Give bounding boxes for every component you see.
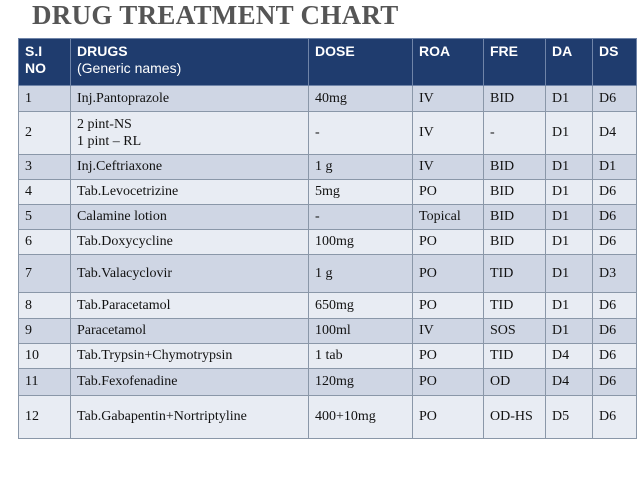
cell-drug: Paracetamol bbox=[71, 319, 309, 344]
cell-sno: 5 bbox=[19, 205, 71, 230]
table-row bbox=[19, 180, 637, 205]
cell-da: D1 bbox=[546, 319, 593, 344]
cell-drug: Calamine lotion bbox=[71, 205, 309, 230]
cell-sno: 7 bbox=[19, 255, 71, 293]
table-header-row bbox=[19, 39, 637, 86]
table-row bbox=[19, 369, 637, 396]
cell-dose: 650mg bbox=[309, 293, 413, 319]
cell-da: D1 bbox=[546, 205, 593, 230]
cell-dose: 400+10mg bbox=[309, 396, 413, 439]
cell-drug: Tab.Valacyclovir bbox=[71, 255, 309, 293]
cell-ds: D6 bbox=[593, 230, 637, 255]
cell-ds: D6 bbox=[593, 319, 637, 344]
cell-ds: D6 bbox=[593, 369, 637, 396]
cell-dose: - bbox=[309, 112, 413, 155]
cell-da: D4 bbox=[546, 369, 593, 396]
table-row bbox=[19, 396, 637, 439]
cell-roa: IV bbox=[413, 86, 484, 112]
cell-da: D1 bbox=[546, 230, 593, 255]
cell-dose: 100ml bbox=[309, 319, 413, 344]
cell-roa: Topical bbox=[413, 205, 484, 230]
cell-drug: Tab.Doxycycline bbox=[71, 230, 309, 255]
header-da: DA bbox=[546, 39, 593, 86]
page-title: DRUG TREATMENT CHART bbox=[32, 0, 399, 30]
cell-fre: BID bbox=[484, 180, 546, 205]
cell-sno: 3 bbox=[19, 155, 71, 180]
cell-roa: PO bbox=[413, 255, 484, 293]
cell-dose: - bbox=[309, 205, 413, 230]
cell-roa: IV bbox=[413, 112, 484, 155]
cell-sno: 9 bbox=[19, 319, 71, 344]
cell-ds: D3 bbox=[593, 255, 637, 293]
table-row bbox=[19, 112, 637, 155]
cell-fre: OD bbox=[484, 369, 546, 396]
cell-sno: 1 bbox=[19, 86, 71, 112]
cell-sno: 12 bbox=[19, 396, 71, 439]
cell-da: D1 bbox=[546, 180, 593, 205]
cell-dose: 1 g bbox=[309, 155, 413, 180]
header-ds: DS bbox=[593, 39, 637, 86]
cell-drug: Tab.Trypsin+Chymotrypsin bbox=[71, 344, 309, 369]
cell-drug: Tab.Fexofenadine bbox=[71, 369, 309, 396]
cell-ds: D6 bbox=[593, 180, 637, 205]
cell-ds: D1 bbox=[593, 155, 637, 180]
cell-roa: IV bbox=[413, 319, 484, 344]
cell-dose: 5mg bbox=[309, 180, 413, 205]
cell-dose: 120mg bbox=[309, 369, 413, 396]
cell-fre: TID bbox=[484, 344, 546, 369]
cell-ds: D6 bbox=[593, 344, 637, 369]
cell-dose: 40mg bbox=[309, 86, 413, 112]
table-row bbox=[19, 230, 637, 255]
cell-roa: PO bbox=[413, 180, 484, 205]
cell-da: D1 bbox=[546, 293, 593, 319]
cell-roa: PO bbox=[413, 230, 484, 255]
cell-ds: D4 bbox=[593, 112, 637, 155]
table-row bbox=[19, 344, 637, 369]
cell-sno: 11 bbox=[19, 369, 71, 396]
cell-sno: 6 bbox=[19, 230, 71, 255]
table-row bbox=[19, 293, 637, 319]
cell-da: D1 bbox=[546, 255, 593, 293]
cell-roa: IV bbox=[413, 155, 484, 180]
cell-fre: BID bbox=[484, 205, 546, 230]
header-dose: DOSE bbox=[309, 39, 413, 86]
cell-ds: D6 bbox=[593, 205, 637, 230]
cell-sno: 8 bbox=[19, 293, 71, 319]
cell-ds: D6 bbox=[593, 293, 637, 319]
cell-fre: BID bbox=[484, 230, 546, 255]
cell-drug: Tab.Gabapentin+Nortriptyline bbox=[71, 396, 309, 439]
cell-drug: Inj.Ceftriaxone bbox=[71, 155, 309, 180]
table-row bbox=[19, 205, 637, 230]
cell-da: D4 bbox=[546, 344, 593, 369]
cell-dose: 100mg bbox=[309, 230, 413, 255]
cell-dose: 1 tab bbox=[309, 344, 413, 369]
cell-fre: - bbox=[484, 112, 546, 155]
cell-ds: D6 bbox=[593, 396, 637, 439]
cell-fre: TID bbox=[484, 255, 546, 293]
cell-sno: 10 bbox=[19, 344, 71, 369]
cell-roa: PO bbox=[413, 293, 484, 319]
cell-roa: PO bbox=[413, 396, 484, 439]
cell-da: D1 bbox=[546, 112, 593, 155]
cell-fre: SOS bbox=[484, 319, 546, 344]
cell-fre: TID bbox=[484, 293, 546, 319]
cell-dose: 1 g bbox=[309, 255, 413, 293]
cell-roa: PO bbox=[413, 344, 484, 369]
table-row bbox=[19, 255, 637, 293]
cell-da: D5 bbox=[546, 396, 593, 439]
header-fre: FRE bbox=[484, 39, 546, 86]
drug-treatment-table bbox=[18, 38, 637, 439]
header-roa: ROA bbox=[413, 39, 484, 86]
cell-sno: 4 bbox=[19, 180, 71, 205]
cell-fre: BID bbox=[484, 155, 546, 180]
cell-drug: Tab.Levocetrizine bbox=[71, 180, 309, 205]
cell-fre: BID bbox=[484, 86, 546, 112]
table-row bbox=[19, 319, 637, 344]
cell-ds: D6 bbox=[593, 86, 637, 112]
cell-drug: Inj.Pantoprazole bbox=[71, 86, 309, 112]
cell-fre: OD-HS bbox=[484, 396, 546, 439]
cell-da: D1 bbox=[546, 86, 593, 112]
cell-drug: Tab.Paracetamol bbox=[71, 293, 309, 319]
table-row bbox=[19, 86, 637, 112]
cell-da: D1 bbox=[546, 155, 593, 180]
table-row bbox=[19, 155, 637, 180]
header-drugs: DRUGS (Generic names) bbox=[71, 39, 309, 86]
cell-drug: 2 pint-NS 1 pint – RL bbox=[71, 112, 309, 155]
cell-roa: PO bbox=[413, 369, 484, 396]
cell-sno: 2 bbox=[19, 112, 71, 155]
header-sno: S.I NO bbox=[19, 39, 71, 86]
